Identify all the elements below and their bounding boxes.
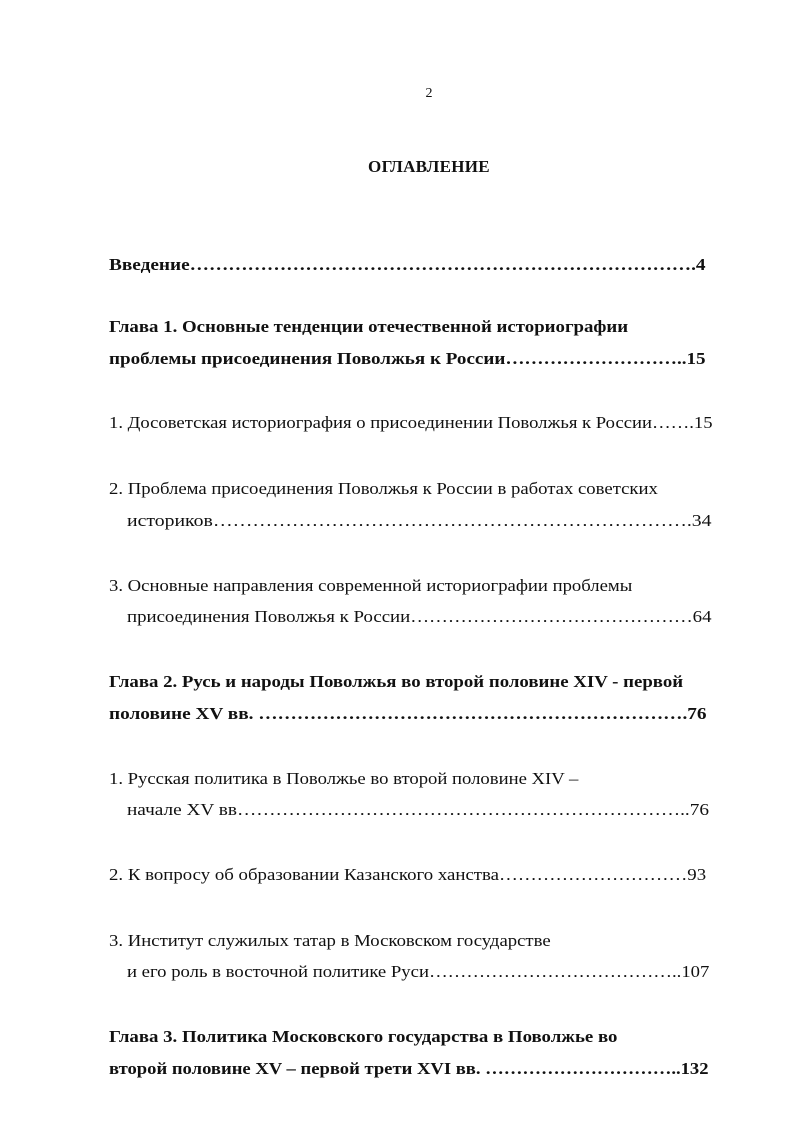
toc-line: 2. Проблема присоединения Поволжья к России в работах советских <box>109 479 658 498</box>
toc-line: 3. Институт служилых татар в Московском государстве <box>109 931 551 950</box>
toc-line: Глава 3. Политика Московского государства в Поволжье во <box>109 1027 618 1046</box>
toc-title: ОГЛАВЛЕНИЕ <box>368 157 490 176</box>
toc-line: 3. Основные направления современной историографии проблемы <box>109 576 633 595</box>
toc-line: начале XV вв……………………………………………………………..76 <box>127 800 710 819</box>
toc-line: присоединения Поволжья к России………………………………………64 <box>127 607 712 626</box>
toc-line: историков……………………………………………………………….34 <box>127 511 712 530</box>
toc-line: Глава 1. Основные тенденции отечественной историографии <box>109 317 629 336</box>
toc-line: 1. Русская политика в Поволжье во второй половине XIV – <box>109 769 579 788</box>
toc-line: 2. К вопросу об образовании Казанского ханства…………………………93 <box>109 865 707 884</box>
toc-line: и его роль в восточной политике Руси…………………………………..107 <box>127 962 710 981</box>
toc-line: половине XV вв. ………………………………………………………….76 <box>109 704 707 723</box>
page-number: 2 <box>425 86 433 101</box>
toc-line: Глава 2. Русь и народы Поволжья во второй половине XIV - первой <box>109 672 684 691</box>
toc-line: 1. Досоветская историография о присоединении Поволжья к России…….15 <box>109 413 713 432</box>
toc-line: второй половине XV – первой трети XVI вв. …………………………..132 <box>109 1059 709 1078</box>
toc-line: Введение…………………………………………………………………….4 <box>109 255 706 274</box>
toc-line: проблемы присоединения Поволжья к России………………………..15 <box>109 349 706 368</box>
